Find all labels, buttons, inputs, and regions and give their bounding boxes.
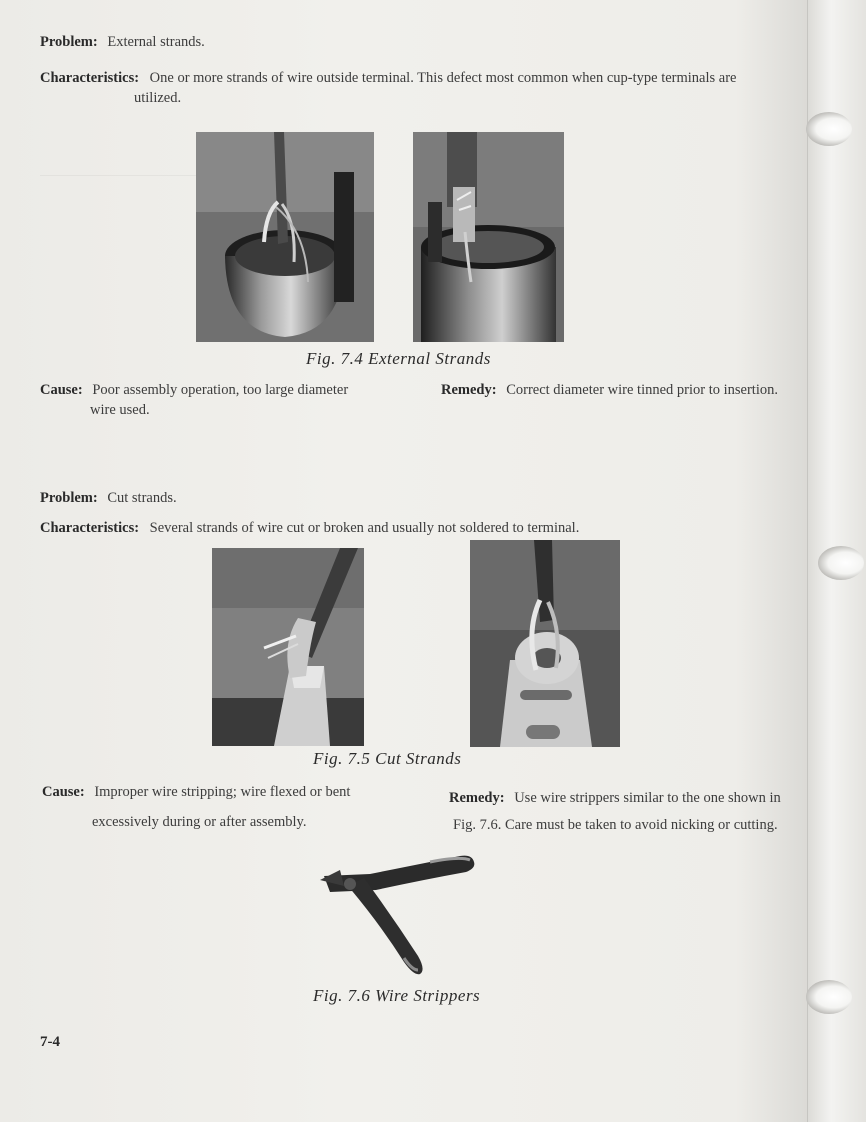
characteristics-line: Characteristics: Several strands of wire cut or broken and usually not soldered to terminal.: [40, 520, 580, 536]
page-number: 7-4: [40, 1034, 60, 1050]
photo-cut-strands-right: [470, 540, 620, 747]
binder-hole: [806, 112, 852, 146]
binder-hole: [806, 980, 852, 1014]
photo-cup-terminal-right: [413, 132, 564, 342]
cause-text: Poor assembly operation, too large diameter: [92, 382, 349, 398]
cause-line: Cause: Improper wire stripping; wire flexed or bent: [42, 784, 351, 800]
cause-text-cont: wire used.: [90, 402, 150, 418]
characteristics-line: Characteristics: One or more strands of wire outside terminal. This defect most common when cup-type terminals are: [40, 70, 737, 86]
remedy-text: Use wire strippers similar to the one shown in: [514, 790, 781, 806]
cause-line: Cause: Poor assembly operation, too large diameter: [40, 382, 349, 398]
show-through-text: [600, 110, 800, 230]
remedy-line: Remedy: Correct diameter wire tinned prior to insertion.: [441, 382, 778, 398]
photo-cut-strands-left: [212, 548, 364, 746]
problem-text: External strands.: [107, 34, 205, 50]
cause-text: Improper wire stripping; wire flexed or bent: [94, 784, 351, 800]
figure-caption-7-6: Fig. 7.6 Wire Strippers: [313, 986, 481, 1005]
cause-text-cont: excessively during or after assembly.: [92, 814, 307, 830]
problem-line: Problem: Cut strands.: [40, 490, 177, 506]
characteristics-text: One or more strands of wire outside terminal. This defect most common when cup-type terminals are: [149, 70, 737, 86]
problem-line: Problem: External strands.: [40, 34, 205, 50]
remedy-text-cont: Fig. 7.6. Care must be taken to avoid nicking or cutting.: [453, 817, 778, 833]
characteristics-text-cont: utilized.: [134, 90, 182, 106]
remedy-line: Remedy: Use wire strippers similar to the one shown in: [449, 790, 781, 806]
photo-wire-strippers: [310, 846, 485, 981]
characteristics-text: Several strands of wire cut or broken and usually not soldered to terminal.: [149, 520, 580, 536]
problem-text: Cut strands.: [107, 490, 177, 506]
photo-cup-terminal-left: [196, 132, 374, 342]
remedy-text: Correct diameter wire tinned prior to insertion.: [506, 382, 778, 398]
figure-caption-7-4: Fig. 7.4 External Strands: [306, 349, 491, 368]
binder-hole: [818, 546, 864, 580]
figure-caption-7-5: Fig. 7.5 Cut Strands: [313, 749, 462, 768]
